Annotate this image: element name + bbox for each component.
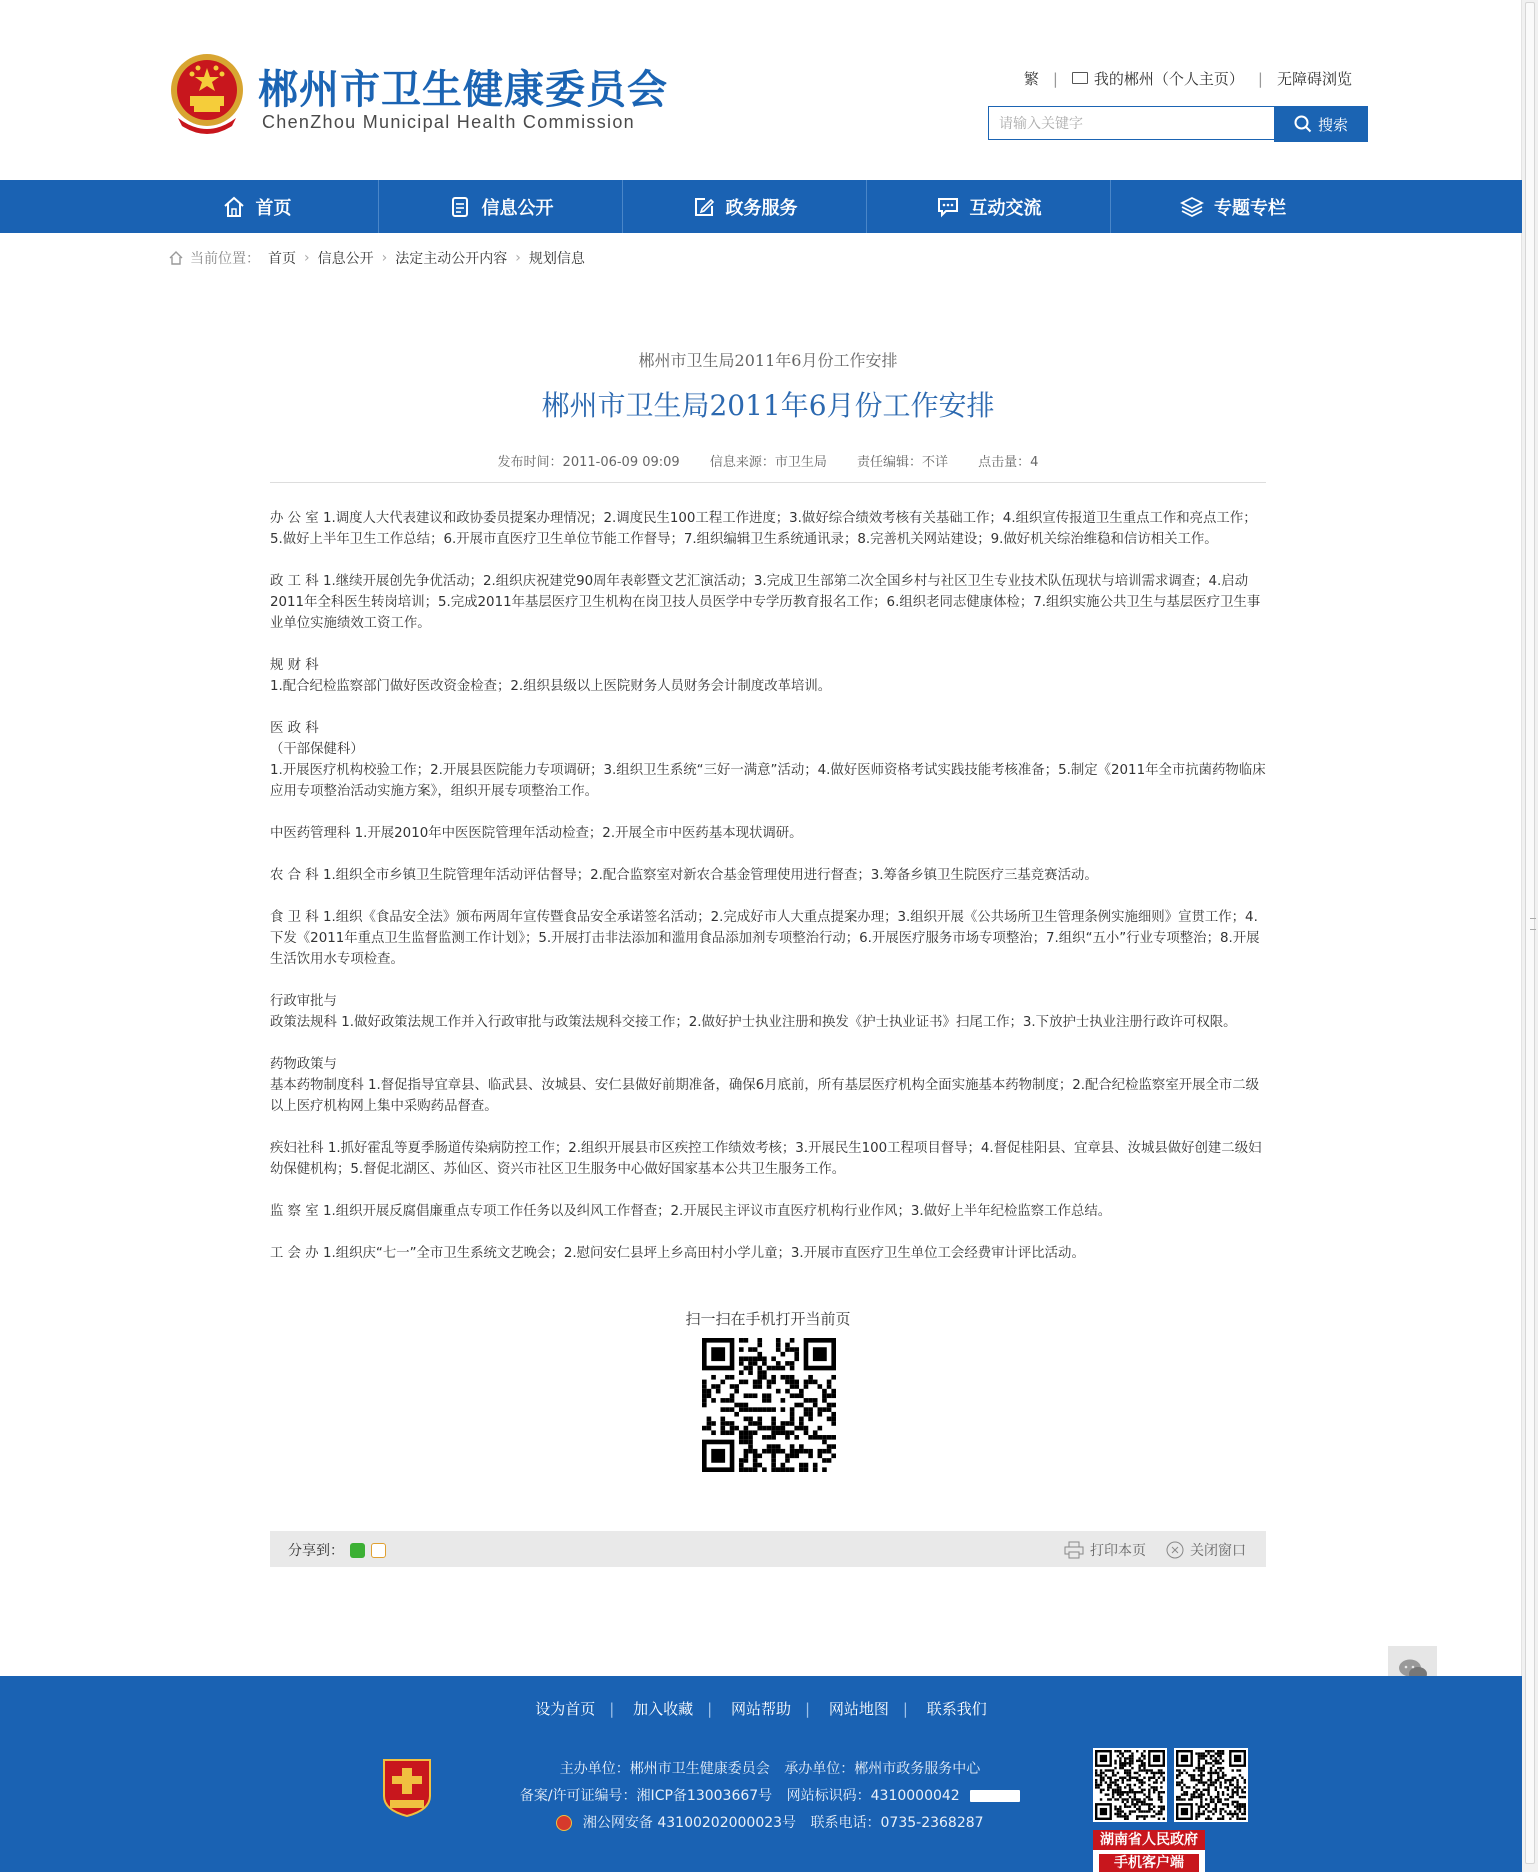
print-page-button[interactable] bbox=[1064, 1540, 1146, 1560]
breadcrumb bbox=[168, 248, 585, 268]
article-paragraph: 食 卫 科 1.组织《食品安全法》颁布两周年宣传暨食品安全承诺签名活动；2.完成好市人大重点提案办理；3.组织开展《公共场所卫生管理条例实施细则》宣贯工作；4.下发《2011年重点卫生监督监测工作计划》；5.开展打击非法添加和滥用食品添加剂专项整治行动；6.开展医疗服务市场专项整治；7.组织“五小”行业专项整治；8.开展生活饮用水专项检查。 bbox=[270, 910, 1260, 967]
edit-icon bbox=[692, 195, 716, 219]
icp-number[interactable]: 备案/许可证编号：湘ICP备13003667号 bbox=[519, 1788, 773, 1804]
home-icon bbox=[168, 250, 184, 266]
print-label: 打印本页 bbox=[1090, 1543, 1146, 1559]
separator: | bbox=[707, 1700, 713, 1718]
site-footer bbox=[0, 1676, 1522, 1872]
breadcrumb-item-info-public[interactable]: 信息公开 bbox=[317, 251, 374, 267]
publish-time: 发布时间：2011-06-09 09:09 bbox=[497, 455, 680, 470]
footer-link-help[interactable]: 网站帮助 bbox=[730, 1700, 791, 1718]
home-icon bbox=[222, 195, 246, 219]
close-label: 关闭窗口 bbox=[1190, 1543, 1246, 1559]
article-paragraph: 农 合 科 1.组织全市乡镇卫生院管理年活动评估督导；2.配合监察室对新农合基金管理使用进行督查；3.筹备乡镇卫生院医疗三基竞赛活动。 bbox=[270, 868, 1098, 883]
cnzz-badge-icon[interactable] bbox=[970, 1790, 1020, 1802]
hunan-mobile-client-tag[interactable] bbox=[1093, 1830, 1205, 1872]
article-paragraph: 疾妇社科 1.抓好霍乱等夏季肠道传染病防控工作；2.组织开展县市区疾控工作绩效考核；3.开展民生100工程项目督导；4.督促桂阳县、宜章县、汝城县做好创建二级妇幼保健机构；5.督促北湖区、苏仙区、资兴市社区卫生服务中心做好国家基本公共卫生服务工作。 bbox=[270, 1141, 1262, 1177]
article-paragraph: 中医药管理科 1.开展2010年中医医院管理年活动检查；2.开展全市中医药基本现状调研。 bbox=[270, 826, 803, 841]
nav-item-label: 首页 bbox=[255, 197, 292, 219]
article-content bbox=[270, 508, 1266, 1285]
site-logo-title[interactable]: 郴州市卫生健康委员会 bbox=[258, 67, 668, 113]
nav-item-interaction[interactable] bbox=[867, 180, 1111, 233]
qr-caption: 扫一扫在手机打开当前页 bbox=[685, 1310, 851, 1328]
article-paragraph: 药物政策与 基本药物制度科 1.督促指导宜章县、临武县、汝城县、安仁县做好前期准备，确保6月底前，所有基层医疗机构全面实施基本药物制度；2.配合纪检监察室开展全市二级以上医疗机构网上集中采购药品督查。 bbox=[270, 1057, 1260, 1114]
footer-info bbox=[500, 1756, 1040, 1837]
nav-item-gov-services[interactable] bbox=[623, 180, 867, 233]
nav-item-label: 专题专栏 bbox=[1214, 197, 1286, 219]
nav-item-special-topics[interactable] bbox=[1111, 180, 1355, 233]
my-chenzhou-link[interactable]: 我的郴州（个人主页） bbox=[1093, 70, 1244, 88]
site-logo-subtitle: ChenZhou Municipal Health Commission bbox=[262, 112, 635, 132]
wechat-share-icon[interactable] bbox=[350, 1543, 365, 1558]
page-actions bbox=[1044, 1540, 1246, 1560]
share-label: 分享到： bbox=[288, 1543, 344, 1559]
article-title: 郴州市卫生局2011年6月份工作安排 bbox=[541, 389, 995, 422]
contact-phone: 联系电话：0735-2368287 bbox=[810, 1815, 984, 1831]
article-paragraph: 行政审批与 政策法规科 1.做好政策法规工作并入行政审批与政策法规科交接工作；2.做好护士执业注册和换发《护士执业证书》扫尾工作；3.下放护士执业注册行政许可权限。 bbox=[270, 994, 1237, 1030]
page-scrollbar[interactable] bbox=[1521, 0, 1538, 1872]
main-nav bbox=[0, 180, 1522, 233]
share-bar bbox=[270, 1531, 1266, 1567]
nav-item-label: 信息公开 bbox=[481, 197, 554, 219]
footer-link-contact[interactable]: 联系我们 bbox=[926, 1700, 987, 1718]
search-button-label: 搜索 bbox=[1317, 115, 1348, 134]
site-identifier: 网站标识码：4310000042 bbox=[786, 1788, 960, 1804]
article-paragraph: 医 政 科 （干部保健科） 1.开展医疗机构校验工作；2.开展县医院能力专项调研；3.组织卫生系统“三好一满意”活动；4.做好医师资格考试实践技能考核准备；5.制定《2011年全市抗菌药物临床应用专项整治活动实施方案》，组织开展专项整治工作。 bbox=[270, 721, 1266, 799]
separator: | bbox=[902, 1700, 908, 1718]
nav-item-home[interactable] bbox=[135, 180, 379, 233]
chevron-right-icon: › bbox=[381, 250, 388, 266]
close-icon bbox=[1166, 1541, 1184, 1559]
separator: | bbox=[609, 1700, 615, 1718]
police-record[interactable]: 湘公网安备 43100202000023号 bbox=[582, 1815, 797, 1831]
responsible-editor: 责任编辑：不详 bbox=[857, 455, 949, 470]
mobile-tag-line1: 湖南省人民政府 bbox=[1093, 1830, 1205, 1850]
breadcrumb-item-statutory[interactable]: 法定主动公开内容 bbox=[395, 251, 508, 267]
search-box bbox=[988, 106, 1368, 142]
close-window-button[interactable] bbox=[1166, 1540, 1246, 1560]
nav-item-label: 政务服务 bbox=[725, 197, 798, 219]
info-source: 信息来源：市卫生局 bbox=[709, 455, 827, 470]
article-paragraph: 工 会 办 1.组织庆“七一”全市卫生系统文艺晚会；2.慰问安仁县坪上乡高田村小学儿童；3.开展市直医疗卫生单位工会经费审计评比活动。 bbox=[270, 1246, 1085, 1261]
article-subtitle: 郴州市卫生局2011年6月份工作安排 bbox=[638, 351, 898, 370]
breadcrumb-item-planning[interactable]: 规划信息 bbox=[528, 251, 585, 267]
article-meta bbox=[270, 451, 1266, 470]
accessible-browse-link[interactable]: 无障碍浏览 bbox=[1276, 70, 1352, 88]
footer-link-favorite[interactable]: 加入收藏 bbox=[633, 1700, 694, 1718]
top-links bbox=[1024, 68, 1352, 89]
page-qr-code bbox=[702, 1338, 836, 1472]
search-button[interactable] bbox=[1274, 106, 1368, 142]
weibo-share-icon[interactable] bbox=[371, 1543, 386, 1558]
site-header bbox=[0, 0, 1522, 180]
footer-qr-code-2 bbox=[1174, 1748, 1248, 1822]
scrollbar-grip bbox=[1530, 918, 1536, 930]
article-paragraph: 监 察 室 1.组织开展反腐倡廉重点专项工作任务以及纠风工作督查；2.开展民主评议市直医疗机构行业作风；3.做好上半年纪检监察工作总结。 bbox=[270, 1204, 1112, 1219]
organizer-unit: 承办单位：郴州市政务服务中心 bbox=[784, 1761, 981, 1777]
separator: | bbox=[1257, 69, 1263, 88]
printer-icon bbox=[1064, 1541, 1084, 1559]
search-icon bbox=[1294, 115, 1312, 133]
party-government-badge-icon[interactable] bbox=[380, 1756, 434, 1818]
search-input[interactable] bbox=[988, 106, 1296, 140]
chat-icon bbox=[936, 195, 960, 219]
national-emblem-icon bbox=[168, 52, 246, 136]
mobile-tag-line2: 手机客户端 bbox=[1099, 1854, 1199, 1872]
document-icon bbox=[448, 195, 472, 219]
hit-count: 点击量：4 bbox=[978, 455, 1039, 470]
chevron-right-icon: › bbox=[515, 250, 521, 266]
monitor-icon bbox=[1072, 72, 1088, 84]
traditional-chinese-link[interactable]: 繁 bbox=[1023, 70, 1039, 88]
share-section bbox=[288, 1540, 386, 1560]
host-unit: 主办单位：郴州市卫生健康委员会 bbox=[559, 1761, 770, 1777]
footer-qr-code-1 bbox=[1093, 1748, 1167, 1822]
chevron-right-icon: › bbox=[304, 250, 310, 266]
footer-link-sitemap[interactable]: 网站地图 bbox=[828, 1700, 889, 1718]
nav-item-info-public[interactable] bbox=[379, 180, 623, 233]
separator: | bbox=[805, 1700, 811, 1718]
layers-icon bbox=[1180, 195, 1204, 219]
footer-links bbox=[0, 1698, 1522, 1719]
scrollbar-thumb[interactable] bbox=[1525, 2, 1535, 1864]
footer-link-set-home[interactable]: 设为首页 bbox=[535, 1700, 596, 1718]
article-paragraph: 办 公 室 1.调度人大代表建议和政协委员提案办理情况；2.调度民生100工程工作进度；3.做好综合绩效考核有关基础工作；4.组织宣传报道卫生重点工作和亮点工作；5.做好上半年卫生工作总结；6.开展市直医疗卫生单位节能工作督导；7.组织编辑卫生系统通讯录；8.完善机关网站建设；9.做好机关综治维稳和信访相关工作。 bbox=[270, 511, 1257, 547]
nav-item-label: 互动交流 bbox=[969, 197, 1042, 219]
separator: | bbox=[1052, 69, 1058, 88]
breadcrumb-label: 当前位置： bbox=[190, 251, 260, 267]
article-paragraph: 政 工 科 1.继续开展创先争优活动；2.组织庆祝建党90周年表彰暨文艺汇演活动；3.完成卫生部第二次全国乡村与社区卫生专业技术队伍现状与培训需求调查；4.启动2011年全科医生转岗培训；5.完成2011年基层医疗卫生机构在岗卫技人员医学中专学历教育报名工作；6.组织老同志健康体检；7.组织实施公共卫生与基层医疗卫生事业单位实施绩效工资工作。 bbox=[270, 574, 1261, 631]
police-badge-icon bbox=[556, 1815, 572, 1831]
divider bbox=[270, 482, 1266, 483]
article-paragraph: 规 财 科 1.配合纪检监察部门做好医改资金检查；2.组织县级以上医院财务人员财务会计制度改革培训。 bbox=[270, 658, 832, 694]
breadcrumb-item-home[interactable]: 首页 bbox=[268, 251, 296, 267]
